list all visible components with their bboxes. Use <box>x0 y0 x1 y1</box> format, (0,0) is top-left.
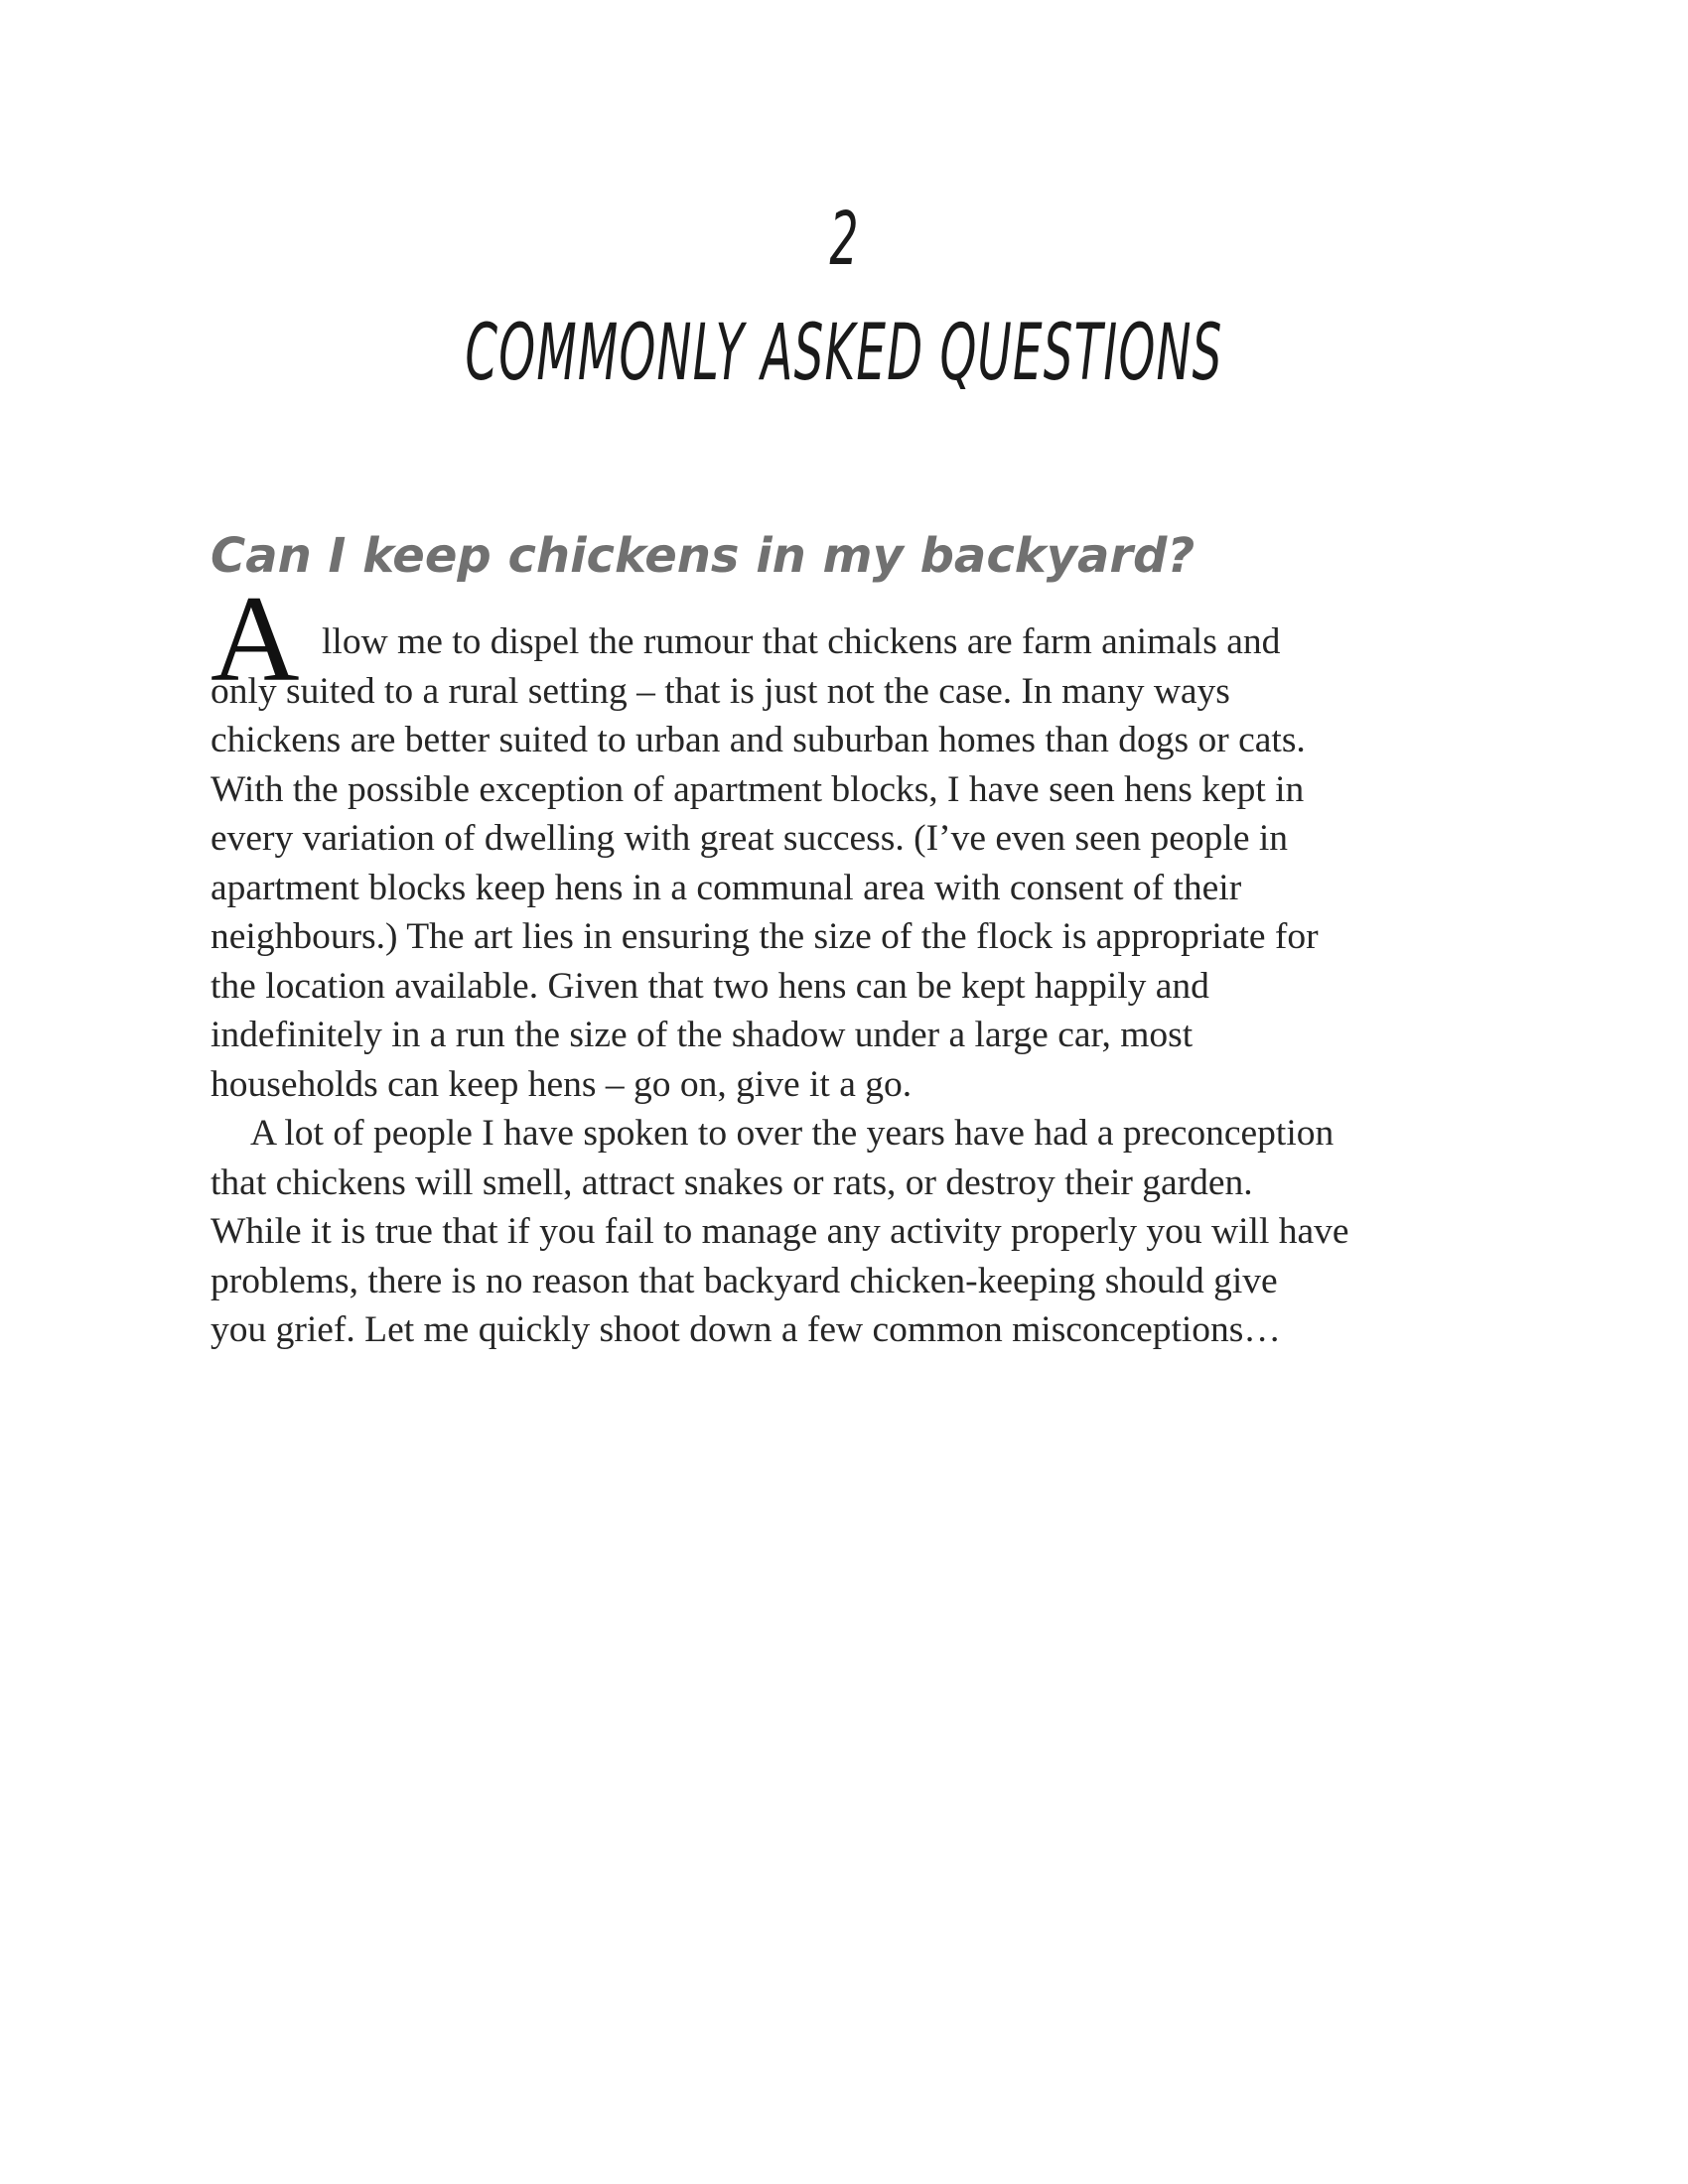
text-line: that chickens will smell, attract snakes or rats, or destroy their garden. <box>211 1161 1253 1203</box>
text-line: While it is true that if you fail to manage any activity properly you will have <box>211 1211 1349 1252</box>
section-heading: Can I keep chickens in my backyard? <box>211 528 1196 584</box>
text-line: the location available. Given that two hens can be kept happily and <box>211 965 1209 1007</box>
text-line: problems, there is no reason that backyard chicken-keeping should give <box>211 1260 1278 1301</box>
text-line: A lot of people I have spoken to over the years have had a preconception <box>250 1113 1335 1154</box>
paragraph-1 <box>211 617 1491 1109</box>
text-line: apartment blocks keep hens in a communal area with consent of their <box>211 867 1242 908</box>
drop-cap: A <box>211 571 300 707</box>
text-line: chickens are better suited to urban and suburban homes than dogs or cats. <box>211 720 1306 760</box>
text-line: households can keep hens – go on, give it a go. <box>211 1063 913 1105</box>
text-line: With the possible exception of apartment blocks, I have seen hens kept in <box>211 768 1305 810</box>
text-line: indefinitely in a run the size of the shadow under a large car, most <box>211 1015 1194 1055</box>
text-line: you grief. Let me quickly shoot down a few common misconceptions… <box>211 1309 1281 1350</box>
text-line: only suited to a rural setting – that is just not the case. In many ways <box>211 670 1230 712</box>
chapter-title: COMMONLY ASKED QUESTIONS <box>465 309 1223 398</box>
text-line: every variation of dwelling with great success. (I’ve even seen people in <box>211 818 1289 859</box>
chapter-number: 2 <box>829 197 859 282</box>
text-line: llow me to dispel the rumour that chickens are farm animals and <box>322 621 1281 662</box>
paragraph-2 <box>211 1109 1491 1355</box>
text-line: neighbours.) The art lies in ensuring the size of the flock is appropriate for <box>211 916 1319 957</box>
body-text <box>211 617 1491 1355</box>
